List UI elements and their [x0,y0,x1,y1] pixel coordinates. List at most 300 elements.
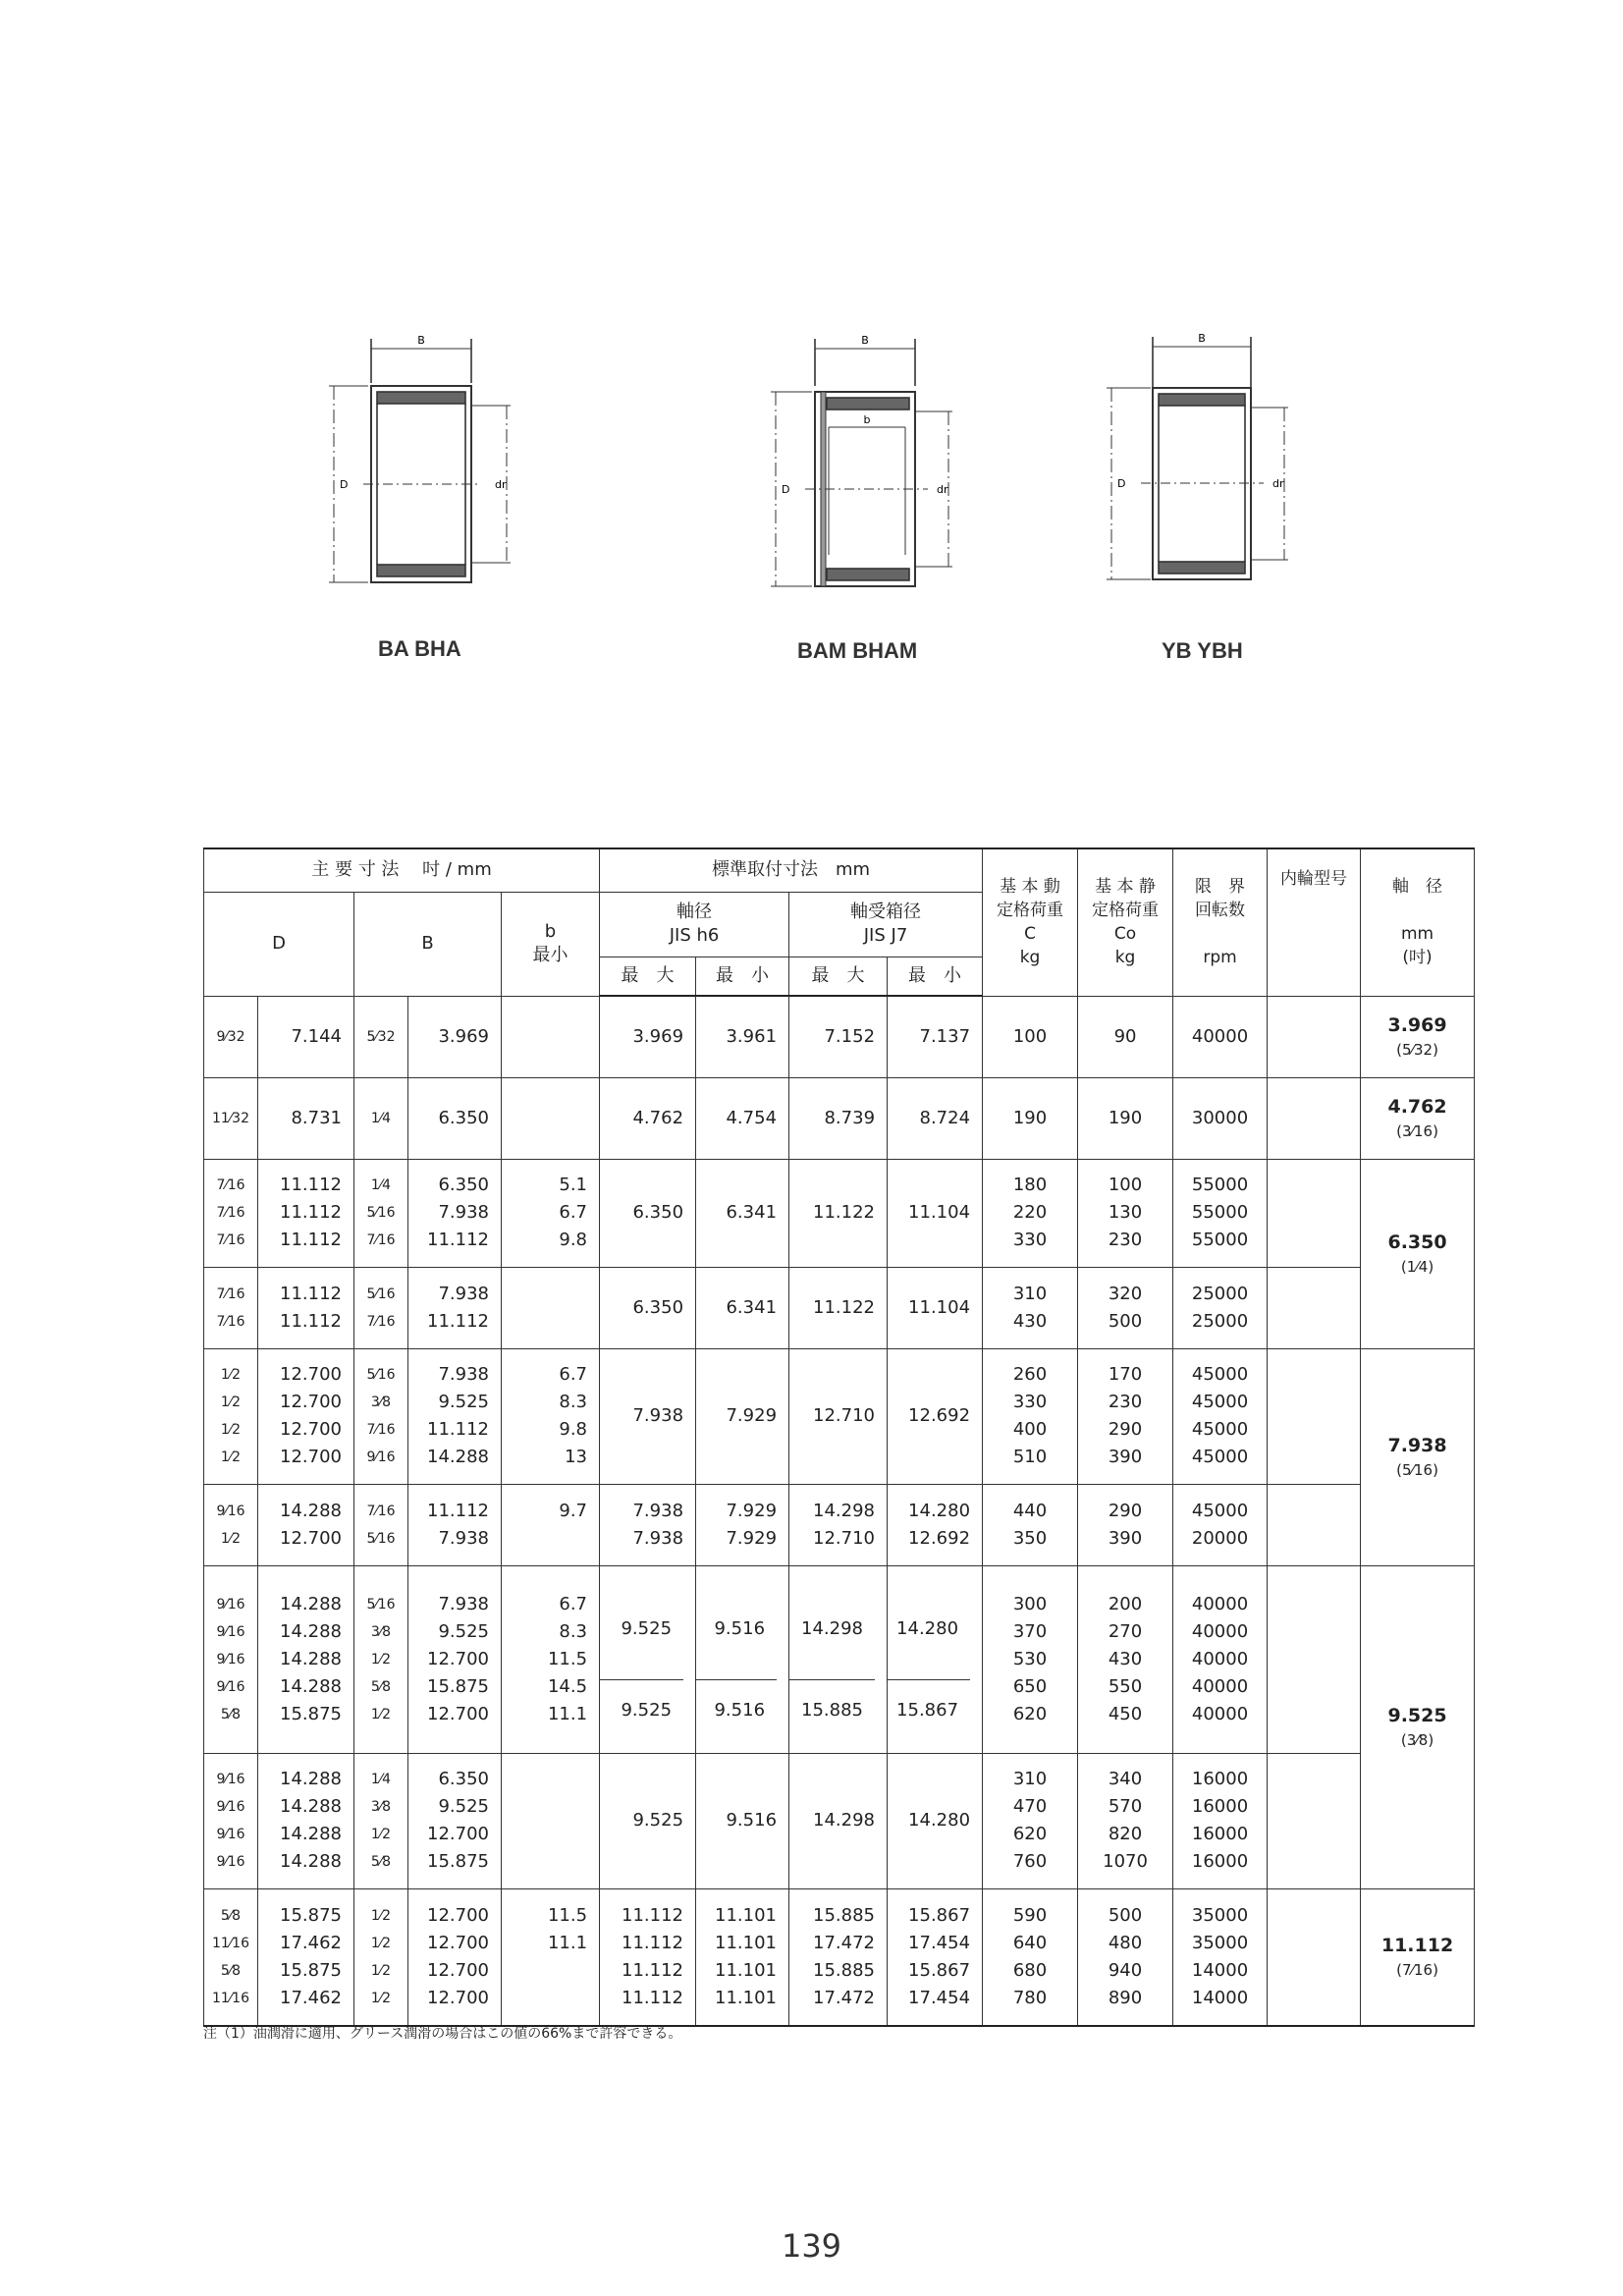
diagram-bam-bham [766,329,962,604]
cell-value: 14000 [1191,1987,1249,2008]
cell-value: 11⁄16 [212,1935,249,1951]
table-row [204,1888,1475,2026]
cell-value: 260 [1012,1364,1048,1385]
cell-value: 15.875 [427,1851,489,1872]
dim-dr-label: dr [937,483,948,496]
cell-value: 11.101 [715,1932,778,1953]
h6-min-cell [696,1484,789,1565]
limit-speed-cell [1173,1753,1268,1888]
shaft-inch: (1⁄4) [1400,1257,1434,1276]
bearing-spec-table [203,847,1475,2027]
cell-value: 3⁄8 [370,1799,392,1815]
j7-min-cell [888,1267,983,1348]
cell-value: 7.938 [632,1405,684,1426]
cell-value: 510 [1012,1447,1048,1467]
cell-value: 8.731 [291,1107,342,1128]
cell-value: 40000 [1191,1025,1249,1047]
cell-value: 9.525 [632,1810,684,1831]
cell-value: 430 [1108,1648,1143,1669]
cell-value: 14.5 [547,1675,588,1697]
cell-value: 220 [1012,1202,1048,1223]
cell-value: 450 [1108,1703,1143,1724]
D-mm-cell [258,1565,354,1753]
D-inch-cell [204,1077,258,1159]
h6-min-cell [696,1077,789,1159]
j7-max-cell [789,1484,888,1565]
cell-value: 11.112 [280,1202,342,1223]
shaft-inch: (3⁄8) [1400,1730,1434,1749]
cell-value: 16000 [1191,1824,1249,1844]
cell-value: 180 [1012,1175,1048,1195]
h6-min-cell [696,1753,789,1888]
D-inch-cell [204,1565,258,1753]
cell-value [502,1766,587,1793]
B-mm-cell [408,1348,502,1484]
cell-value: 14.288 [280,1675,342,1697]
j7-max-cell [789,1267,888,1348]
header-main-dimensions: 主 要 寸 法 吋 / mm [204,848,600,892]
h6-max-cell [600,1348,696,1484]
D-inch-cell [204,996,258,1077]
h6-max-cell [600,1267,696,1348]
cell-value: 15.885 [813,1959,876,1981]
cell-value: 14.288 [280,1500,342,1521]
cell-value: 9.8 [559,1230,588,1250]
b-min-cell [502,1565,600,1753]
cell-value: 780 [1012,1987,1048,2008]
diagram-ba-bha [324,329,520,594]
j7-min-cell [888,1888,983,2026]
table-body [204,996,1475,2026]
cell-value: 7⁄16 [216,1177,245,1193]
limit-speed-cell [1173,996,1268,1077]
cell-value: 7.929 [726,1405,778,1426]
cell-value: 3.969 [632,1025,684,1047]
cell-value: 40000 [1191,1675,1249,1697]
dim-B-label: B [861,334,869,347]
inner-ring-model-cell [1268,996,1361,1077]
j7-max-cell [789,1077,888,1159]
cell-value: 6.7 [559,1364,588,1385]
cell-value: 170 [1108,1364,1143,1385]
cell-value: 35000 [1191,1904,1249,1926]
j7-min-cell [888,1348,983,1484]
shaft-diameter-cell [1361,1159,1475,1348]
B-inch-cell [354,1348,408,1484]
D-inch-cell [204,1348,258,1484]
table-row [204,1484,1475,1565]
mount-value: 9.525 [600,1679,683,1741]
cell-value: 11.104 [908,1296,971,1318]
cell-value: 45000 [1191,1447,1249,1467]
B-mm-cell [408,1888,502,2026]
b-min-cell [502,996,600,1077]
inner-ring-model-cell [1268,1348,1361,1484]
cell-value: 11.1 [547,1703,588,1724]
h6-min-cell [696,1348,789,1484]
cell-value: 7⁄16 [216,1313,245,1330]
cell-value: 330 [1012,1230,1048,1250]
cell-value: 7.938 [438,1593,489,1614]
cell-value: 12.700 [280,1392,342,1412]
mount-value: 15.885 [789,1679,875,1741]
cell-value: 5⁄32 [366,1028,396,1045]
B-mm-cell [408,1267,502,1348]
b-min-cell [502,1348,600,1484]
cell-value: 230 [1108,1230,1143,1250]
h6-max-cell [600,1077,696,1159]
header-inner-ring-model: 内輪型号 [1268,848,1361,996]
cell-value [502,1308,587,1336]
cell-value [502,1821,587,1848]
footnote: 注（1）油潤滑に適用、グリース潤滑の場合はこの値の66%まで許容できる。 [203,2026,682,2042]
j7-min-cell [888,1159,983,1267]
cell-value: 11.5 [547,1904,588,1926]
dynamic-load-cell [983,1348,1078,1484]
cell-value: 11.112 [427,1500,489,1521]
cell-value: 7.929 [726,1527,778,1549]
D-mm-cell [258,1348,354,1484]
cell-value: 11.112 [427,1230,489,1250]
cell-value: 3.969 [438,1025,489,1047]
cell-value: 1⁄2 [370,1827,392,1842]
dim-b-label: b [863,413,871,426]
table-row [204,996,1475,1077]
cell-value: 9⁄16 [216,1596,245,1613]
cell-value: 390 [1108,1447,1143,1467]
cell-value: 15.867 [908,1904,971,1926]
B-inch-cell [354,996,408,1077]
dim-D-label: D [340,478,349,491]
cell-value: 9⁄32 [216,1028,245,1045]
h6-min-cell [696,1888,789,2026]
inner-ring-model-cell [1268,1077,1361,1159]
cell-value: 12.700 [427,1959,489,1981]
mount-value: 14.280 [896,1617,959,1639]
h6-max-cell [600,1484,696,1565]
header-D: D [204,892,354,996]
D-inch-cell [204,1888,258,2026]
cell-value [502,1848,587,1876]
cell-value: 15.875 [427,1675,489,1697]
cell-value: 9.8 [559,1419,588,1440]
cell-value: 12.692 [908,1405,971,1426]
cell-value: 6.350 [438,1107,489,1128]
cell-value: 11.101 [715,1959,778,1981]
cell-value: 190 [1012,1107,1048,1128]
header-j7-min: 最 小 [888,957,983,996]
header-limit-speed: 限 界 回転数 rpm [1173,848,1268,996]
inner-ring-model-cell [1268,1753,1361,1888]
shaft-inch: (3⁄16) [1396,1121,1438,1140]
cell-value: 7⁄16 [366,1503,396,1519]
cell-value: 14.280 [908,1500,971,1521]
cell-value: 11.112 [427,1310,489,1332]
cell-value: 13 [565,1447,588,1467]
B-inch-cell [354,1888,408,2026]
B-mm-cell [408,1077,502,1159]
cell-value: 14.288 [280,1593,342,1614]
cell-value: 440 [1012,1500,1048,1521]
cell-value: 11.112 [622,1932,684,1953]
B-mm-cell [408,996,502,1077]
cell-value: 320 [1108,1283,1143,1304]
cell-value: 45000 [1191,1392,1249,1412]
cell-value: 480 [1108,1932,1143,1953]
j7-max-cell [789,996,888,1077]
shaft-mm: 11.112 [1380,1934,1454,1956]
cell-value: 200 [1108,1593,1143,1614]
cell-value: 500 [1108,1310,1143,1332]
cell-value: 12.700 [280,1364,342,1385]
cell-value: 40000 [1191,1703,1249,1724]
cell-value: 7.152 [824,1025,876,1047]
cell-value: 17.472 [813,1932,876,1953]
cell-value: 14.280 [908,1810,971,1831]
bearing-section-drawing [324,329,520,594]
cell-value [502,1105,587,1132]
cell-value: 12.700 [427,1904,489,1926]
cell-value: 20000 [1191,1527,1249,1549]
cell-value [502,1023,587,1051]
D-inch-cell [204,1484,258,1565]
cell-value: 15.875 [280,1703,342,1724]
shaft-diameter-cell [1361,1565,1475,1888]
cell-value: 9⁄16 [216,1854,245,1870]
cell-value: 430 [1012,1310,1048,1332]
cell-value: 5⁄16 [366,1530,396,1547]
cell-value: 14000 [1191,1959,1249,1981]
shaft-mm: 6.350 [1387,1230,1447,1253]
shaft-inch: (5⁄16) [1396,1460,1438,1479]
cell-value: 310 [1012,1283,1048,1304]
cell-value: 9⁄16 [216,1503,245,1519]
cell-value: 7.938 [438,1364,489,1385]
cell-value: 7⁄16 [216,1285,245,1302]
cell-value: 55000 [1191,1175,1249,1195]
cell-value: 570 [1108,1796,1143,1817]
cell-value: 390 [1108,1527,1143,1549]
cell-value: 7⁄16 [366,1422,396,1438]
static-load-cell [1078,1159,1173,1267]
h6-max-cell [600,1888,696,2026]
cell-value: 17.462 [280,1987,342,2008]
table-row [204,1348,1475,1484]
cell-value: 6.350 [438,1769,489,1789]
cell-value: 15.867 [908,1959,971,1981]
cell-value: 16000 [1191,1769,1249,1789]
cell-value: 5⁄16 [366,1285,396,1302]
static-load-cell [1078,996,1173,1077]
cell-value: 8.3 [559,1620,588,1642]
dim-D-label: D [1117,477,1126,490]
j7-min-cell [888,1565,983,1753]
cell-value: 290 [1108,1500,1143,1521]
cell-value: 1070 [1103,1851,1148,1872]
header-b-min: b 最小 [502,892,600,996]
mount-value: 15.867 [888,1679,970,1741]
static-load-cell [1078,1888,1173,2026]
dim-D-label: D [782,483,790,496]
cell-value: 1⁄2 [370,1651,392,1667]
static-load-cell [1078,1267,1173,1348]
cell-value: 9⁄16 [216,1623,245,1640]
cell-value: 11.112 [622,1959,684,1981]
cell-value [502,1957,587,1985]
cell-value: 14.288 [280,1796,342,1817]
h6-min-cell [696,996,789,1077]
cell-value: 650 [1012,1675,1048,1697]
mount-value: 9.516 [714,1617,766,1639]
static-load-cell [1078,1753,1173,1888]
dynamic-load-cell [983,1753,1078,1888]
diagram-caption-yb-ybh: YB YBH [1162,638,1243,663]
cell-value: 16000 [1191,1796,1249,1817]
B-inch-cell [354,1077,408,1159]
cell-value: 5⁄16 [366,1205,396,1221]
cell-value: 11⁄16 [212,1990,249,2006]
cell-value: 11.104 [908,1202,971,1223]
dynamic-load-cell [983,1267,1078,1348]
D-inch-cell [204,1267,258,1348]
cell-value: 17.462 [280,1932,342,1953]
cell-value: 11.112 [427,1419,489,1440]
cell-value: 640 [1012,1932,1048,1953]
h6-min-cell [696,1267,789,1348]
static-load-cell [1078,1077,1173,1159]
cell-value: 3.961 [726,1025,778,1047]
cell-value: 940 [1108,1959,1143,1981]
j7-min-cell [888,1077,983,1159]
header-h6-min: 最 小 [696,957,789,996]
D-inch-cell [204,1753,258,1888]
D-inch-cell [204,1159,258,1267]
dim-B-label: B [1198,332,1206,345]
dynamic-load-cell [983,1484,1078,1565]
B-mm-cell [408,1159,502,1267]
page-number: 139 [781,2227,842,2265]
cell-value [502,1793,587,1821]
cell-value: 14.288 [280,1769,342,1789]
cell-value: 11.5 [547,1648,588,1669]
shaft-mm: 7.938 [1387,1434,1447,1456]
B-mm-cell [408,1565,502,1753]
cell-value: 9⁄16 [216,1827,245,1842]
cell-value: 15.875 [280,1959,342,1981]
cell-value [502,1525,587,1553]
cell-value: 14.288 [280,1851,342,1872]
shaft-inch: (7⁄16) [1396,1960,1438,1979]
cell-value: 7.938 [438,1283,489,1304]
cell-value: 12.700 [427,1703,489,1724]
shaft-diameter-cell [1361,996,1475,1077]
cell-value: 8.739 [824,1107,876,1128]
limit-speed-cell [1173,1159,1268,1267]
cell-value: 550 [1108,1675,1143,1697]
mount-value: 9.525 [621,1617,673,1639]
cell-value: 11.112 [280,1283,342,1304]
h6-max-cell [600,1159,696,1267]
b-min-cell [502,1753,600,1888]
cell-value: 5⁄16 [366,1367,396,1383]
header-B: B [354,892,502,996]
B-inch-cell [354,1753,408,1888]
cell-value: 230 [1108,1392,1143,1412]
cell-value: 14.288 [280,1824,342,1844]
limit-speed-cell [1173,1267,1268,1348]
cell-value: 1⁄2 [220,1449,242,1465]
B-inch-cell [354,1565,408,1753]
cell-value: 3⁄8 [370,1623,392,1640]
h6-min-cell [696,1565,789,1753]
header-j7-max: 最 大 [789,957,888,996]
cell-value: 7⁄16 [216,1232,245,1248]
j7-min-cell [888,1484,983,1565]
cell-value: 9⁄16 [216,1772,245,1787]
cell-value: 6.341 [726,1202,778,1223]
dim-dr-label: dr [495,478,507,491]
j7-max-cell [789,1565,888,1753]
bearing-section-drawing [1102,329,1298,594]
mount-value: 14.298 [801,1617,864,1639]
cell-value: 12.700 [427,1987,489,2008]
cell-value: 340 [1108,1769,1143,1789]
cell-value: 55000 [1191,1230,1249,1250]
cell-value: 40000 [1191,1648,1249,1669]
B-inch-cell [354,1484,408,1565]
cell-value: 6.350 [438,1175,489,1195]
cell-value: 12.700 [427,1648,489,1669]
cell-value: 9⁄16 [216,1799,245,1815]
cell-value: 16000 [1191,1851,1249,1872]
cell-value: 11.1 [547,1932,588,1953]
j7-max-cell [789,1348,888,1484]
cell-value: 7.137 [919,1025,971,1047]
cell-value: 620 [1012,1824,1048,1844]
shaft-mm: 9.525 [1387,1704,1447,1726]
cell-value: 7.938 [632,1527,684,1549]
inner-ring-model-cell [1268,1159,1361,1267]
dynamic-load-cell [983,1077,1078,1159]
cell-value: 25000 [1191,1283,1249,1304]
D-mm-cell [258,1484,354,1565]
bearing-section-drawing [766,329,962,604]
cell-value: 1⁄2 [370,1907,392,1924]
cell-value: 14.288 [280,1620,342,1642]
inner-ring-model-cell [1268,1565,1361,1753]
cell-value: 15.875 [280,1904,342,1926]
D-mm-cell [258,996,354,1077]
static-load-cell [1078,1565,1173,1753]
header-static-load: 基 本 静 定格荷重 Co kg [1078,848,1173,996]
shaft-diameter-cell [1361,1888,1475,2026]
cell-value: 100 [1108,1175,1143,1195]
cell-value: 45000 [1191,1419,1249,1440]
cell-value: 130 [1108,1202,1143,1223]
cell-value: 11⁄32 [212,1110,249,1126]
cell-value: 5⁄8 [220,1907,242,1924]
cell-value: 3⁄8 [370,1394,392,1410]
inner-ring-model-cell [1268,1888,1361,2026]
cell-value: 5⁄8 [220,1706,242,1722]
cell-value: 35000 [1191,1932,1249,1953]
cell-value: 8.724 [919,1107,971,1128]
cell-value: 12.710 [813,1405,876,1426]
b-min-cell [502,1484,600,1565]
cell-value: 5.1 [559,1175,588,1195]
cell-value: 25000 [1191,1310,1249,1332]
header-mounting-dimensions: 標準取付寸法 mm [600,848,983,892]
